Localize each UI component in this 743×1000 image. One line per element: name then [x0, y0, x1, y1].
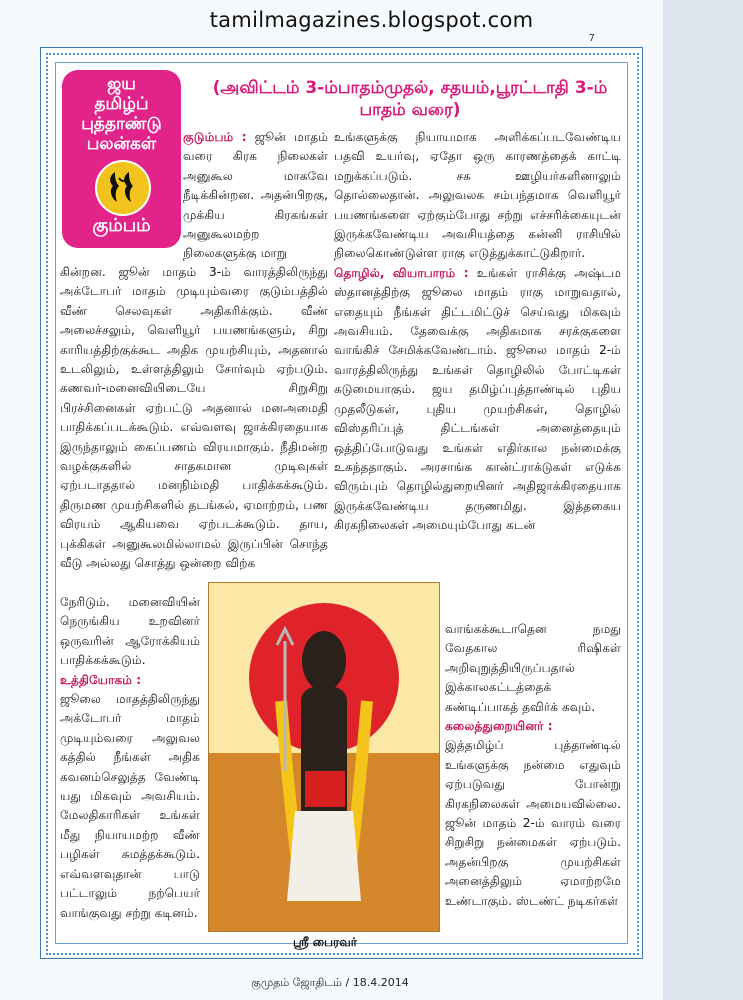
trade-heading: தொழில், வியாபாரம் : [334, 265, 469, 280]
bhairavar-photo [208, 582, 440, 932]
job-heading: உத்தியோகம் : [60, 672, 142, 687]
title-box [62, 70, 181, 248]
site-watermark-url: tamilmagazines.blogspot.com [209, 8, 534, 32]
arts-heading: கலைத்துறையினர் : [445, 719, 553, 734]
job-text-continued: உங்களுக்கு நியாயமாக அளிக்கப்படவேண்டிய பதவி உயர்வு, ஏதோ ஒரு காரணத்தைக் காட்டி மறுக்கப்படும். சக ஊழியர்களினாலும் தொல்லைதான். அலுவலக சம்பந்தமாக வெளியூர் பயணங்களை ஏற்கும்போது சற்று எச்சரிக்கையுடன் இருக்கவேண்டிய அவசியத்தை கன்னி ராசியில் நிலைகொண்டுள்ள ராகு எடுத்துக்காட்டுகிறார். [334, 130, 621, 261]
family-heading: குடும்பம் : [183, 130, 247, 144]
aquarius-sign-icon [95, 160, 151, 216]
title-line-3: புத்தாண்டு [81, 114, 162, 134]
title-line-2: தமிழ்ப் [94, 94, 149, 114]
star-heading: (அவிட்டம் 3-ம்பாதம்முதல், சதயம்,பூரட்டாதி 3-ம் பாதம் வரை) [212, 78, 608, 120]
right-lower-column [445, 620, 621, 911]
job-text: ஜூலை மாதத்திலிருந்து அக்டோபர் மாதம் முடியும்வரை அலுவல கத்தில் நீங்கள் அதிக கவனம்செலுத்த வேண்டி யது மிகவும் அவசியம். மேலதிகாரிகள் உங்கள் மீது நியாயமற்ற வீண் பழிகள் சுமத்தக்கூடும். எவ்வளவுதான் பாடு பட்டாலும் நற்பெயர் வாங்குவது சற்று கடினம். [60, 692, 200, 920]
page-footer: குமுதம் ஜோதிடம் / 18.4.2014 [251, 976, 409, 989]
family-text-3: நேரிடும். மனைவியின் நெருங்கிய உறவினர் ஒருவரின் ஆரோக்கியம் பாதிக்கக்கூடும். [60, 595, 200, 668]
arts-text: இத்தமிழ்ப் புத்தாண்டில் உங்களுக்கு நன்மை எதுவும் ஏற்படுவது போன்று கிரகநிலைகள் அமையவில்லை. ஜூன் மாதம் 2-ம் வாரம் வரை சிறுசிறு நன்மைகள் ஏற்படும். அதன்பிறகு முயற்சிகள் அனைத்திலும் ஏமாற்றமே உண்டாகும். ஸ்டண்ட் நடிகர்கள் [445, 738, 621, 908]
right-upper-column [334, 128, 621, 536]
sign-name: கும்பம் [92, 215, 151, 236]
title-line-4: பலன்கள் [86, 134, 157, 154]
photo-caption: ஸ்ரீ பைரவர் [292, 935, 358, 949]
family-text-2: கின்றன. ஜூன் மாதம் 3-ம் வாரத்திலிருந்து அக்டோபர் மாதம் முடியும்வரை குடும்பத்தில் வீண் செலவுகள் அதிகரிக்கும். வீண் அலைச்சலும், வெளியூர் பயணங்களும், சிறு காரியத்திற்குக்கூட அதிக முயற்சியும், அதனால் உடலிலும், உள்ளத்திலும் சோர்வும் ஏற்படும். கணவர்-மனைவியிடையே சிறுசிறு பிரச்சினைகள் ஏற்பட்டு அதனால் மனஅமைதி பாதிக்கப்படக்கூடும். எவ்வளவு ஜாக்கிரதையாக இருந்தாலும் கைப்பணம் விரயமாகும். நீதிமன்ற வழக்குகளில் சாதகமான முடிவுகள் ஏற்படாததால் மனநிம்மதி பாதிக்கக்கூடும். திருமண முயற்சிகளில் தடங்கல், ஏமாற்றம், பண விரயம் ஆகியவை ஏற்படக்கூடும். தாய, புக்கிகள் அனுகூலமில்லாமல் இருப்பின் சொந்த வீடு அல்லது சொத்து ஒன்றை விற்க [60, 265, 328, 571]
family-paragraph-continued [60, 263, 328, 574]
title-line-1: ஜய [107, 74, 136, 94]
family-paragraph-start [183, 128, 328, 264]
page-edge-strip [663, 0, 743, 1000]
trade-text-1: உங்கள் ராசிக்கு அஷ்டம ஸ்தானத்திற்கு ஜூலை மாதம் ராகு மாறுவதால், எதையும் நீங்கள் திட்டமிட்டுச் செய்வது மிகவும் அவசியம். தேவைக்கு அதிகமாக சரக்குகளை வாங்கிச் சேமிக்கவேண்டாம். ஜூலை மாதம் 2-ம் வாரத்திலிருந்து உங்கள் தொழிலில் போட்டிகள் கடுமையாகும். ஜய தமிழ்ப்புத்தாண்டில் புதிய முதலீடுகள், புதிய முயற்சிகள், தொழில் விஸ்தரிப்புத் திட்டங்கள் அனைத்தையும் ஒத்திப்போடுவது உங்கள் எதிர்கால நன்மைக்கு உகந்ததாகும். அரசாங்க கான்ட்ராக்டுகள் எடுக்க விரும்பும் தொழில்துறையினர் அதிஜாக்கிரதையாக இருக்கவேண்டிய தருணமிது. இத்தகைய கிரகநிலைகள் அமையும்போது கடன் [334, 265, 622, 533]
trade-text-2: வாங்கக்கூடாதென நமது வேதகால ரிஷிகள் அறிவுறுத்தியிருப்பதால் இக்காலகட்டத்தைக் கண்டிப்பாகத் தவிர்க் கவும். [445, 622, 621, 714]
left-lower-column [60, 593, 200, 923]
page-number: 7 [588, 33, 595, 44]
deity-figure-icon [271, 621, 377, 911]
family-text-1: ஜூன் மாதம் வரை கிரக நிலைகள் அனுகூல மாகவே நீடிக்கின்றன. அதன்பிறகு, முக்கிய கிரகங்கள் அனுகூலமற்ற நிலைகளுக்கு மாறு [183, 130, 328, 261]
